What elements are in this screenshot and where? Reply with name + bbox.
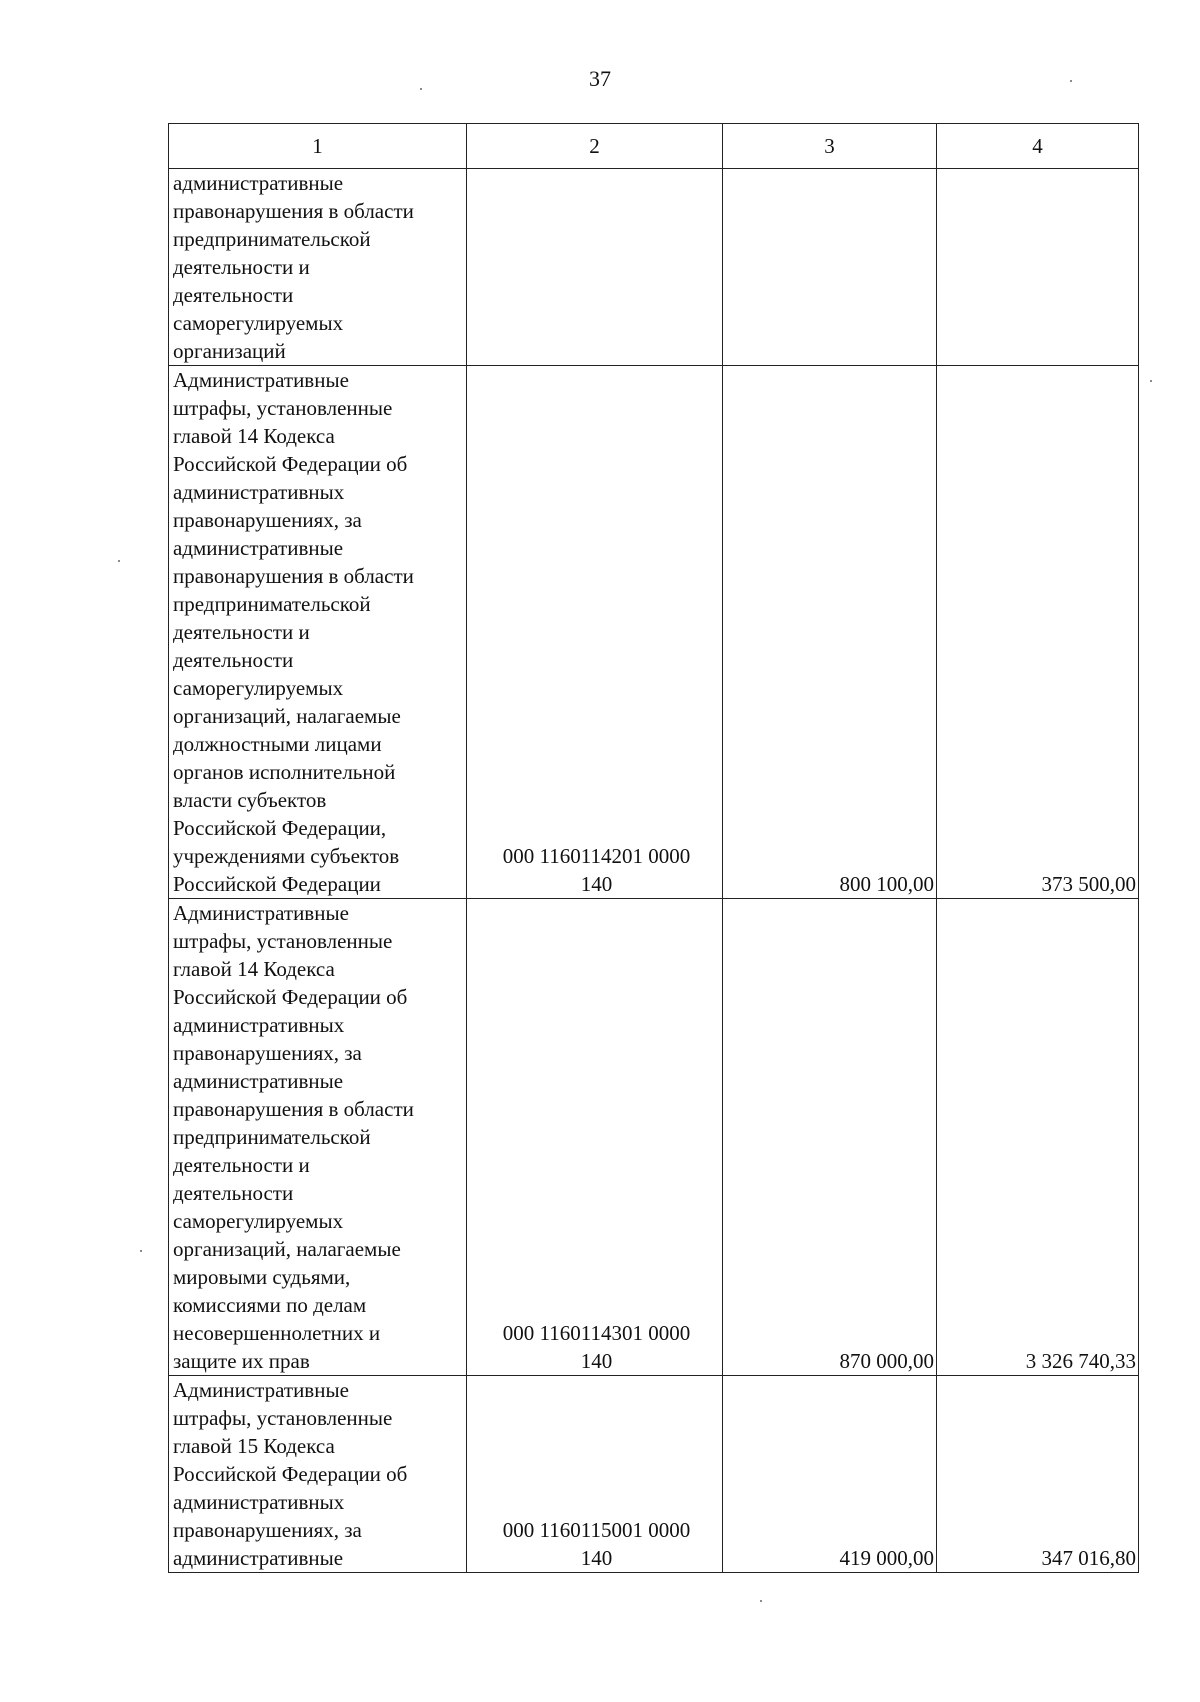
budget-table — [168, 123, 1139, 1573]
scan-speck — [1070, 80, 1072, 82]
row-2-value-4: 373 500,00 — [937, 366, 1139, 899]
row-3-name: Административные штрафы, установленные главой 14 Кодекса Российской Федерации об административных правонарушениях, за административные правонарушения в области предпринимательской деятельности и деятельности саморегулируемых организаций, налагаемые мировыми судьями, комиссиями по делам несовершеннолетних и защите их прав — [169, 899, 467, 1376]
scan-speck — [420, 88, 422, 90]
row-3-code: 000 1160114301 0000 140 — [467, 899, 723, 1376]
row-2-code: 000 1160114201 0000 140 — [467, 366, 723, 899]
row-4-value-4: 347 016,80 — [937, 1376, 1139, 1573]
row-4-value-3: 419 000,00 — [723, 1376, 937, 1573]
table-header-row — [169, 124, 1139, 169]
scan-speck — [140, 1250, 142, 1252]
table-row — [169, 899, 1139, 1376]
header-cell-3: 3 — [723, 124, 937, 169]
header-cell-2: 2 — [467, 124, 723, 169]
row-4-code: 000 1160115001 0000 140 — [467, 1376, 723, 1573]
header-cell-4: 4 — [937, 124, 1139, 169]
row-4-name: Административные штрафы, установленные главой 15 Кодекса Российской Федерации об административных правонарушениях, за административные — [169, 1376, 467, 1573]
scan-speck — [1150, 380, 1152, 382]
row-3-value-3: 870 000,00 — [723, 899, 937, 1376]
row-3-value-4: 3 326 740,33 — [937, 899, 1139, 1376]
row-1-value-3 — [723, 169, 937, 366]
header-cell-1: 1 — [169, 124, 467, 169]
page-number: 37 — [589, 66, 611, 91]
row-2-name: Административные штрафы, установленные главой 14 Кодекса Российской Федерации об административных правонарушениях, за административные правонарушения в области предпринимательской деятельности и деятельности саморегулируемых организаций, налагаемые должностными лицами органов исполнительной власти субъектов Российской Федерации, учреждениями субъектов Российской Федерации — [169, 366, 467, 899]
scan-speck — [118, 560, 120, 562]
table-row — [169, 366, 1139, 899]
scan-speck — [760, 1600, 762, 1602]
row-1-code — [467, 169, 723, 366]
table-row — [169, 1376, 1139, 1573]
row-1-name: административные правонарушения в области предпринимательской деятельности и деятельности саморегулируемых организаций — [169, 169, 467, 366]
row-1-value-4 — [937, 169, 1139, 366]
table-row — [169, 169, 1139, 366]
row-2-value-3: 800 100,00 — [723, 366, 937, 899]
